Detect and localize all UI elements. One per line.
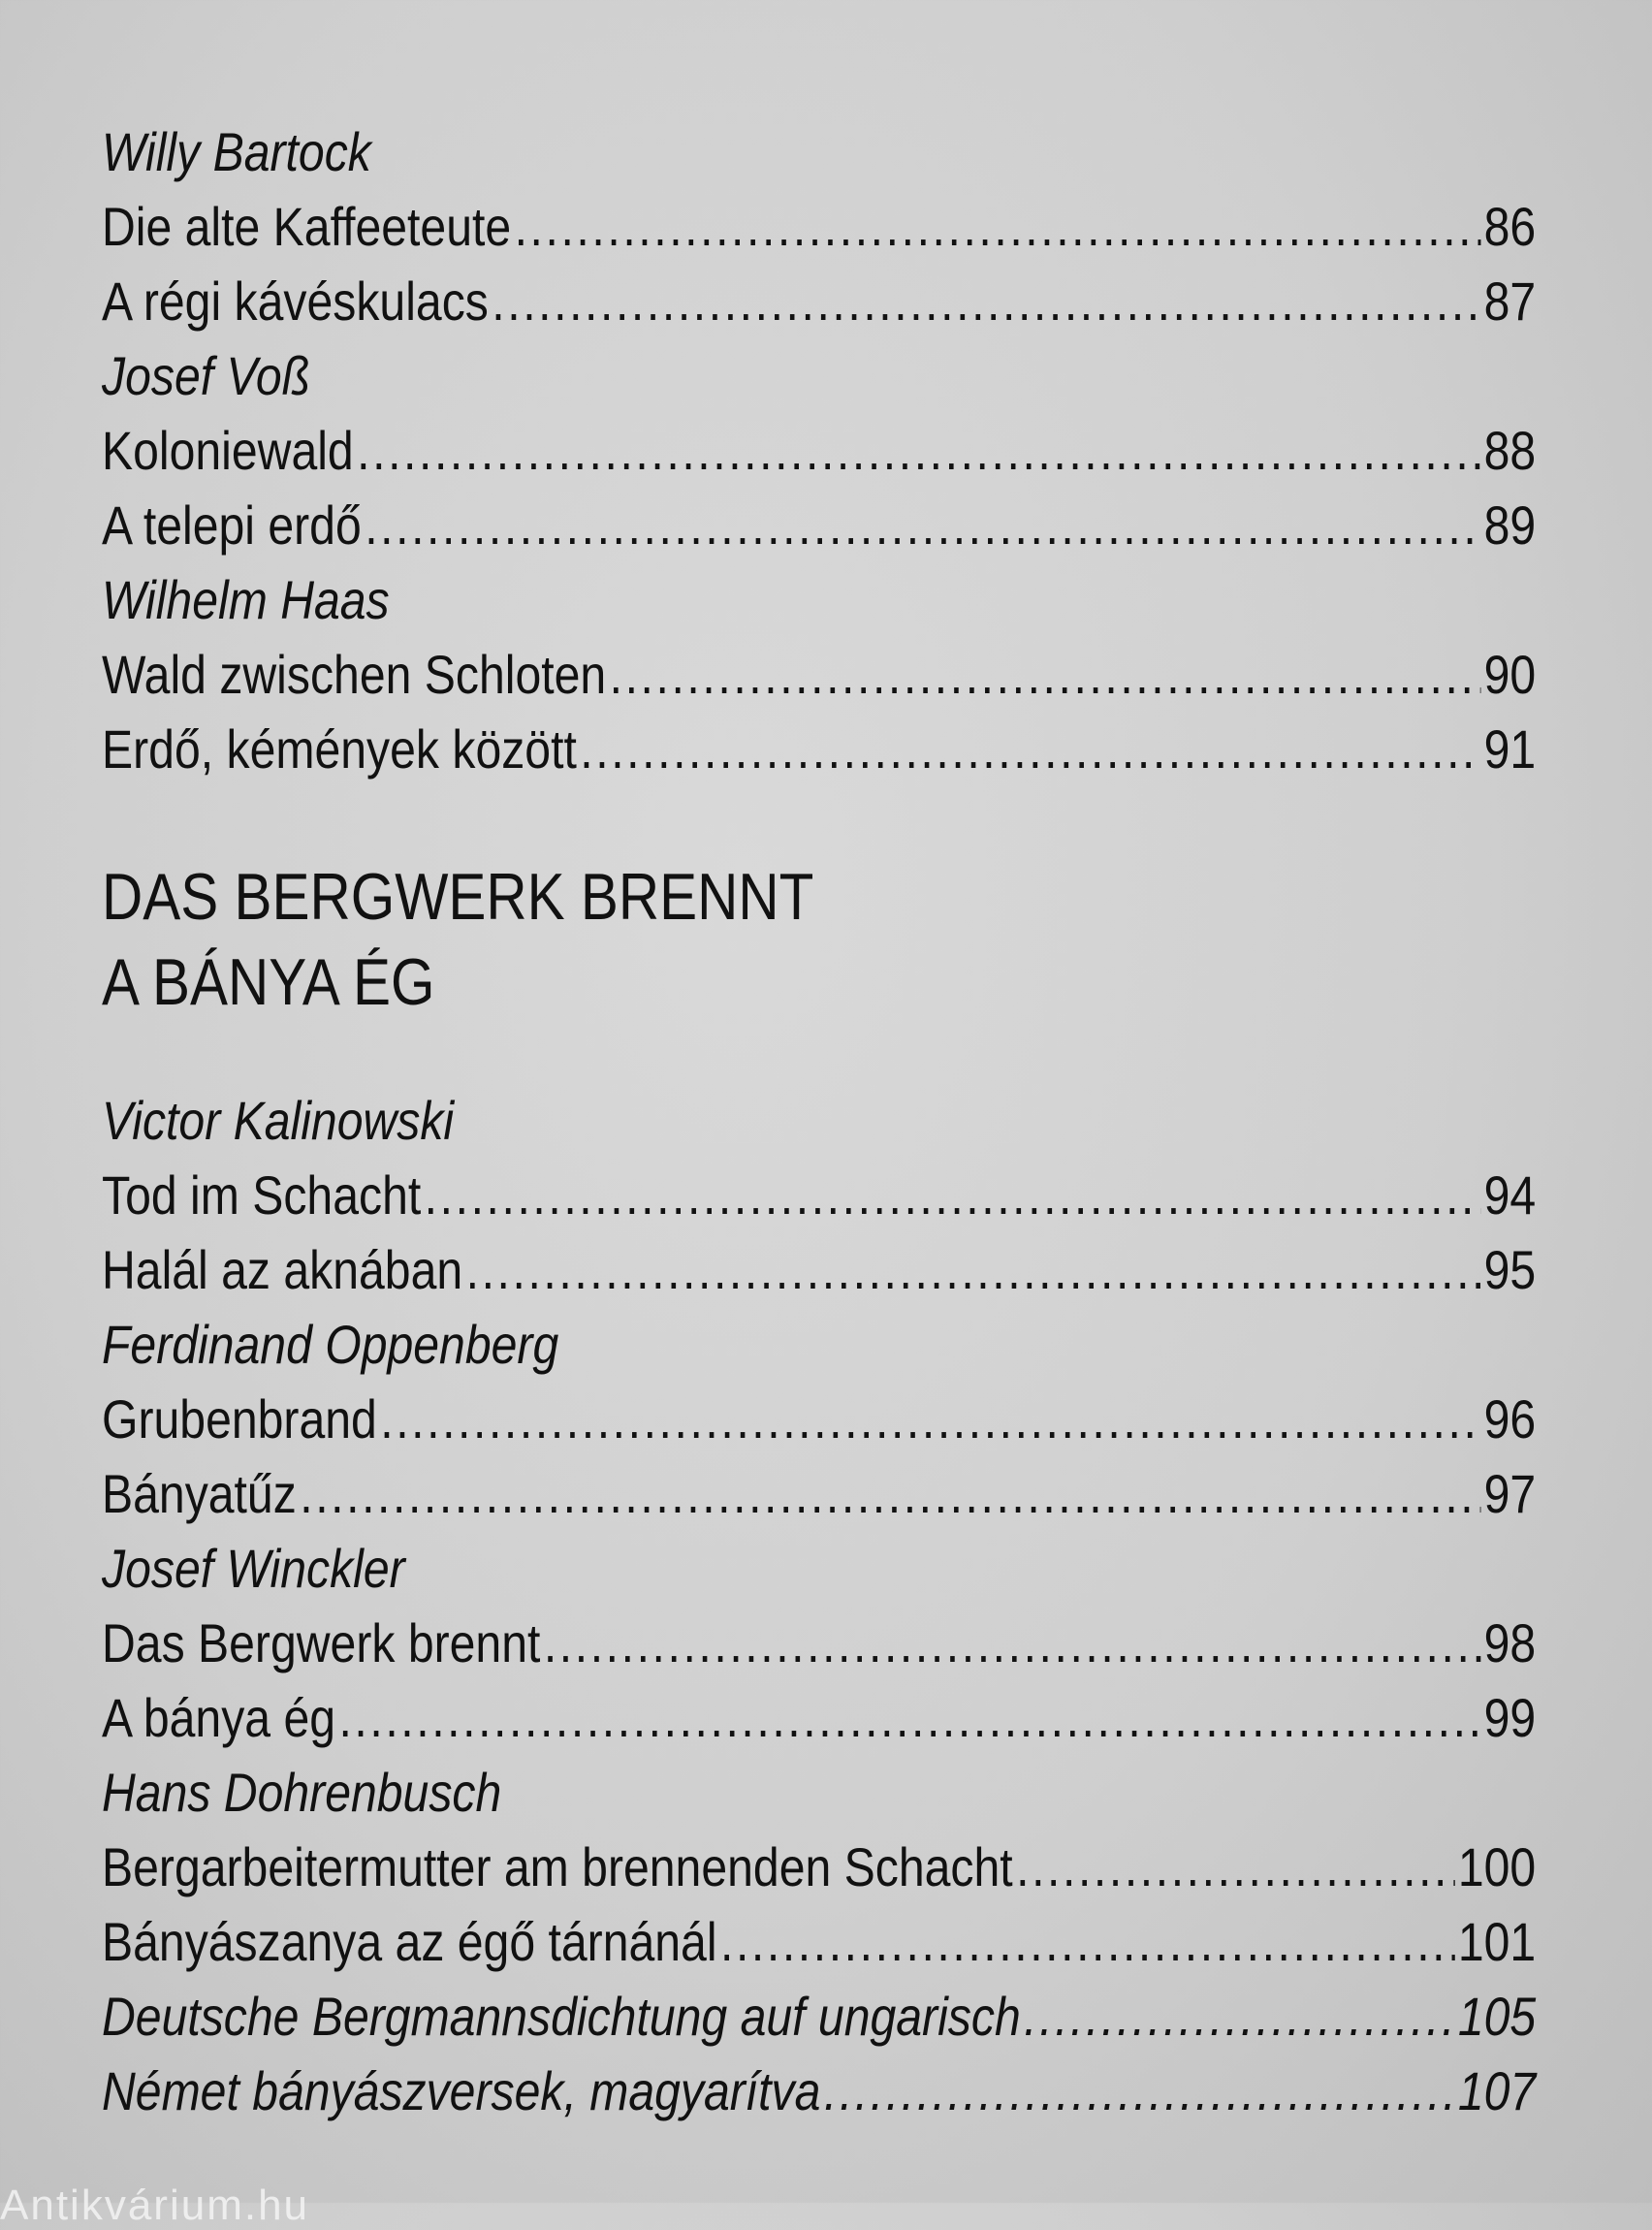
toc-leader-dots xyxy=(425,1158,1480,1232)
toc-entry-title: A bánya ég xyxy=(102,1687,336,1748)
toc-entry-title: Halál az aknában xyxy=(102,1239,463,1300)
toc-entry xyxy=(102,488,1536,562)
toc-entry xyxy=(102,1606,1536,1680)
toc-entry-title: Erdő, kémények között xyxy=(102,718,577,780)
toc-leader-dots xyxy=(1024,1979,1454,2054)
toc-entry xyxy=(102,712,1536,786)
toc-leader-dots xyxy=(515,189,1481,264)
toc-entry-page: 87 xyxy=(1483,271,1537,332)
toc-leader-dots xyxy=(544,1606,1480,1680)
toc-entry xyxy=(102,1158,1536,1232)
toc-leader-dots xyxy=(1016,1830,1454,1904)
toc-entry-page: 100 xyxy=(1457,1836,1537,1897)
toc-leader-dots xyxy=(492,264,1480,338)
toc-entry-title: A régi kávéskulacs xyxy=(102,271,489,332)
toc-entry xyxy=(102,1904,1536,1979)
toc-leader-dots xyxy=(466,1232,1481,1307)
toc-entry xyxy=(102,1680,1536,1755)
toc-author: Ferdinand Oppenberg xyxy=(102,1314,559,1375)
toc-entry-page: 107 xyxy=(1457,2060,1537,2121)
toc-entry-title: Das Bergwerk brennt xyxy=(102,1612,541,1673)
toc-entry xyxy=(102,189,1536,264)
toc-leader-dots xyxy=(338,1680,1480,1755)
toc-entry-page: 96 xyxy=(1483,1388,1537,1450)
section-heading-german: DAS BERGWERK BRENNT xyxy=(102,860,814,934)
toc-author: Willy Bartock xyxy=(102,121,371,182)
toc-leader-dots xyxy=(300,1456,1480,1531)
toc-leader-dots xyxy=(580,712,1480,786)
toc-entry-page: 98 xyxy=(1483,1612,1537,1673)
toc-leader-dots xyxy=(365,488,1480,562)
toc-entry-page: 94 xyxy=(1483,1164,1537,1226)
toc-entry-title: Bergarbeitermutter am brennenden Schacht xyxy=(102,1836,1013,1897)
toc-entry-page: 88 xyxy=(1483,420,1537,481)
toc-entry-title: A telepi erdő xyxy=(102,494,362,556)
watermark: Antikvárium.hu xyxy=(0,2182,310,2229)
toc-entry xyxy=(102,2054,1536,2128)
toc-entry-title: Grubenbrand xyxy=(102,1388,377,1450)
toc-leader-dots xyxy=(720,1904,1454,1979)
toc-entry-page: 91 xyxy=(1483,718,1537,780)
toc-entry-page: 105 xyxy=(1457,1986,1537,2047)
toc-entry-title: Die alte Kaffeeteute xyxy=(102,196,512,257)
toc-entry xyxy=(102,1830,1536,1904)
toc-entry-page: 101 xyxy=(1457,1911,1537,1972)
toc-entry-title: Bányatűz xyxy=(102,1463,297,1524)
section-heading-hungarian: A BÁNYA ÉG xyxy=(102,945,435,1019)
toc-entry-title: Koloniewald xyxy=(102,420,354,481)
toc-entry-title: Deutsche Bergmannsdichtung auf ungarisch xyxy=(102,1986,1021,2047)
toc-entry-page: 90 xyxy=(1483,644,1537,705)
toc-entry xyxy=(102,1979,1536,2054)
toc-entry xyxy=(102,264,1536,338)
toc-author: Josef Voß xyxy=(102,345,311,406)
toc-entry-title: Német bányászversek, magyarítva xyxy=(102,2060,821,2121)
toc-entry-title: Wald zwischen Schloten xyxy=(102,644,607,705)
toc-entry xyxy=(102,1232,1536,1307)
toc-entry-page: 86 xyxy=(1483,196,1537,257)
toc-leader-dots xyxy=(357,413,1480,488)
toc-entry-page: 95 xyxy=(1483,1239,1537,1300)
table-of-contents xyxy=(102,114,1537,2128)
toc-entry-title: Bányászanya az égő tárnánál xyxy=(102,1911,717,1972)
toc-leader-dots xyxy=(380,1382,1480,1456)
toc-author: Hans Dohrenbusch xyxy=(102,1762,502,1823)
toc-entry-page: 97 xyxy=(1483,1463,1537,1524)
toc-entry-title: Tod im Schacht xyxy=(102,1164,422,1226)
toc-author: Wilhelm Haas xyxy=(102,569,390,630)
toc-entry xyxy=(102,637,1536,712)
toc-entry xyxy=(102,413,1536,488)
toc-entry-page: 99 xyxy=(1483,1687,1537,1748)
toc-entry xyxy=(102,1382,1536,1456)
toc-entry xyxy=(102,1456,1536,1531)
toc-leader-dots xyxy=(610,637,1481,712)
toc-leader-dots xyxy=(824,2054,1455,2128)
toc-entry-page: 89 xyxy=(1483,494,1537,556)
toc-author: Josef Winckler xyxy=(102,1538,405,1599)
toc-author: Victor Kalinowski xyxy=(102,1090,455,1151)
